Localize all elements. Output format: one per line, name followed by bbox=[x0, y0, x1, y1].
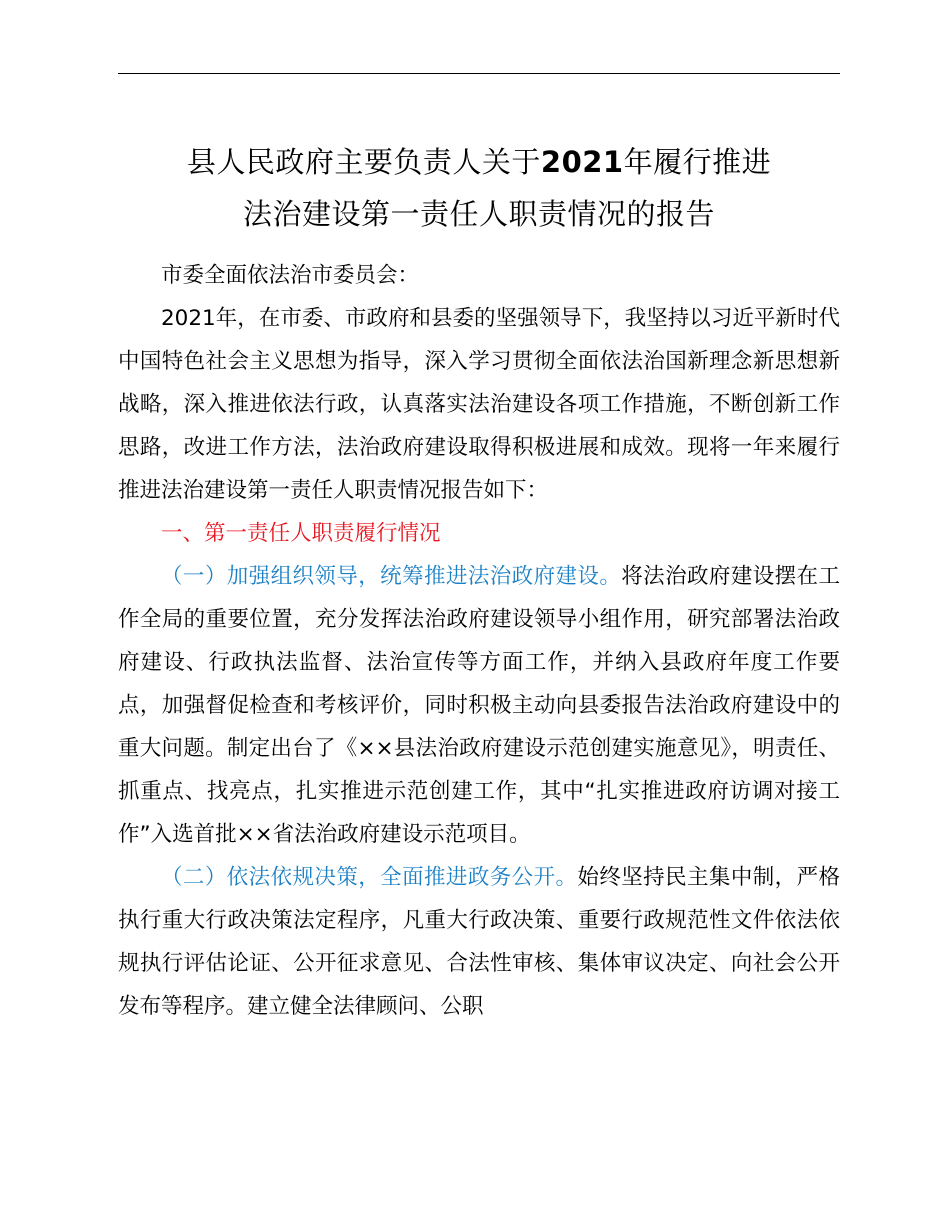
title-line-2: 法治建设第一责任人职责情况的报告 bbox=[242, 197, 715, 231]
subsection1-body: 将法治政府建设摆在工作全局的重要位置，充分发挥法治政府建设领导小组作用，研究部署法治政府建设、行政执法监督、法治宣传等方面工作，并纳入县政府年度工作要点，加强督促检查和考核评价，同时积极主动向县委报告法治政府建设中的重大问题。制定出台了《××县法治政府建设示范创建实施意见》，明责任、抓重点、找亮点，扎实推进示范创建工作，其中“扎实推进政府访调对接工作”入选首批××省法治政府建设示范项目。 bbox=[118, 564, 840, 847]
salutation: 市委全面依法治市委员会： bbox=[161, 263, 420, 288]
subsection2-heading: （二）依法依规决策，全面推进政务公开。 bbox=[161, 865, 578, 890]
subsection2-body: 始终坚持民主集中制，严格执行重大行政决策法定程序，凡重大行政决策、重要行政规范性文件依法依规执行评估论证、公开征求意见、合法性审核、集体审议决定、向社会公开发布等程序。建立健全法律顾问、公职 bbox=[118, 865, 840, 1019]
title-line1-part2: 年履行推进 bbox=[623, 145, 772, 179]
title-year: 2021 bbox=[540, 145, 624, 179]
section1-heading: 一、第一责任人职责履行情况 bbox=[161, 521, 441, 546]
subsection1-paragraph bbox=[118, 555, 840, 856]
title-line-1 bbox=[110, 136, 848, 188]
subsection2-paragraph bbox=[118, 856, 840, 1028]
subsection1-heading: （一）加强组织领导，统筹推进法治政府建设。 bbox=[161, 564, 622, 589]
document-title bbox=[110, 136, 848, 240]
title-line1-part1: 县人民政府主要负责人关于 bbox=[186, 145, 541, 179]
document-body bbox=[118, 254, 840, 1028]
header-rule bbox=[118, 73, 840, 74]
intro-paragraph: 2021年，在市委、市政府和县委的坚强领导下，我坚持以习近平新时代中国特色社会主义思想为指导，深入学习贯彻全面依法治国新理念新思想新战略，深入推进依法行政，认真落实法治建设各项工作措施，不断创新工作思路，改进工作方法，法治政府建设取得积极进展和成效。现将一年来履行推进法治建设第一责任人职责情况报告如下： bbox=[118, 306, 840, 503]
